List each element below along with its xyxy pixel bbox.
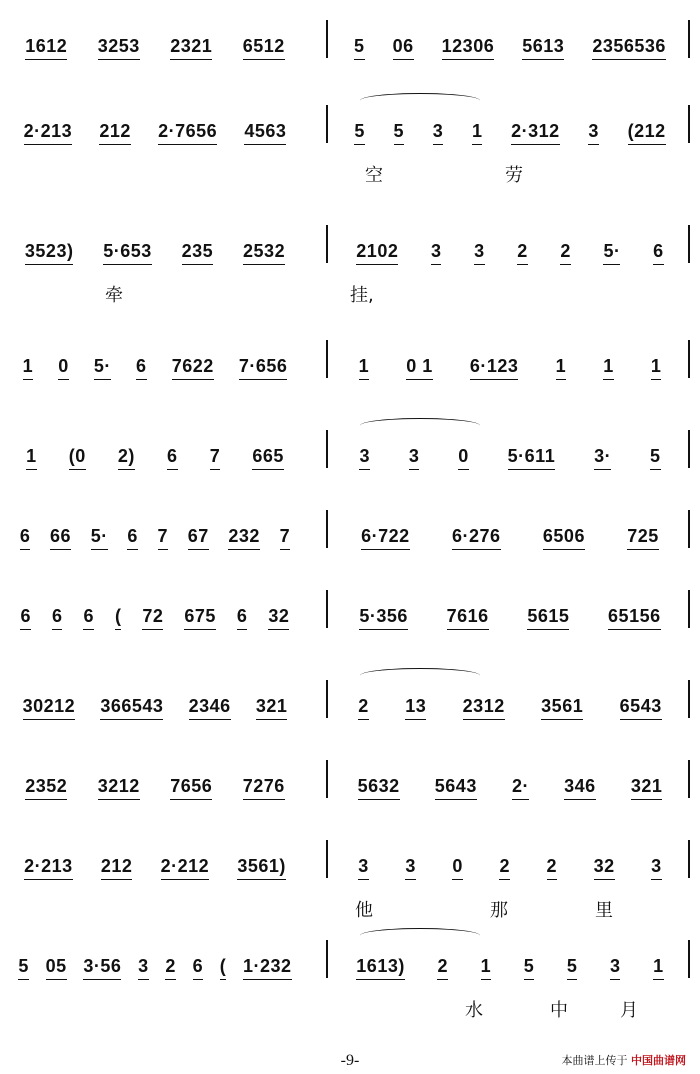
note-group: 5613: [522, 36, 564, 60]
note-group: 7: [210, 446, 221, 470]
note-group: 13: [405, 696, 426, 720]
note-group: 6: [83, 606, 94, 630]
note-group: 1·232: [243, 956, 292, 980]
lyric-char: 他: [355, 900, 373, 921]
note-group: 3: [474, 241, 485, 265]
barline: [688, 940, 690, 978]
note-group: 5·653: [103, 241, 152, 265]
measure-group: [340, 760, 680, 800]
note-group: 5: [567, 956, 578, 980]
watermark-prefix: 本曲谱上传于: [561, 1054, 628, 1067]
lyric-char: 水: [465, 1000, 483, 1021]
note-group: 3561): [237, 856, 286, 880]
note-group: 2·7656: [158, 121, 217, 145]
staff-system: [0, 105, 700, 195]
measure-group: [10, 510, 300, 550]
note-group: 3: [359, 446, 370, 470]
staff-system: [0, 20, 700, 110]
note-group: 3: [610, 956, 621, 980]
barline: [326, 510, 328, 548]
staff-system: [0, 680, 700, 770]
note-group: 3: [409, 446, 420, 470]
barline: [326, 940, 328, 978]
note-group: 6: [167, 446, 178, 470]
note-group: 5: [18, 956, 29, 980]
note-group: 7616: [447, 606, 489, 630]
note-group: 3: [588, 121, 599, 145]
note-group: 6: [193, 956, 204, 980]
barline: [688, 105, 690, 143]
measure-group: [340, 225, 680, 265]
note-group: 32: [594, 856, 615, 880]
note-group: (: [115, 606, 122, 630]
note-group: 7: [280, 526, 291, 550]
note-group: 1: [481, 956, 492, 980]
note-group: 1: [26, 446, 37, 470]
note-group: 72: [142, 606, 163, 630]
note-group: 321: [631, 776, 663, 800]
page-number: -9-: [340, 1052, 360, 1069]
note-group: 2: [358, 696, 369, 720]
measure-group: [10, 20, 300, 60]
measure-group: [10, 940, 300, 980]
note-group: 1613): [356, 956, 405, 980]
note-group: 4563: [244, 121, 286, 145]
note-group: 5615: [527, 606, 569, 630]
staff-system: [0, 760, 700, 850]
note-group: 2·212: [161, 856, 210, 880]
note-group: 2346: [189, 696, 231, 720]
note-group: 7622: [172, 356, 214, 380]
barline: [326, 680, 328, 718]
measure-group: [340, 430, 680, 470]
measure-group: [340, 20, 680, 60]
note-group: 0 1: [406, 356, 433, 380]
lyric-char: 空: [365, 165, 383, 186]
note-group: 06: [393, 36, 414, 60]
note-group: 5643: [435, 776, 477, 800]
note-group: 321: [256, 696, 288, 720]
note-group: 0: [58, 356, 69, 380]
note-group: 2532: [243, 241, 285, 265]
lyric-char: 挂,: [350, 285, 374, 306]
measure-group: [340, 940, 680, 980]
measure-group: [340, 590, 680, 630]
barline: [326, 225, 328, 263]
note-group: 12306: [442, 36, 495, 60]
note-group: 346: [564, 776, 596, 800]
note-group: 1: [23, 356, 34, 380]
barline: [688, 340, 690, 378]
staff-system: [0, 430, 700, 520]
slur-mark: [360, 93, 480, 108]
staff-system: [0, 840, 700, 930]
note-group: 3: [431, 241, 442, 265]
note-group: 212: [99, 121, 131, 145]
note-group: 3: [358, 856, 369, 880]
lyric-char: 中: [550, 1000, 568, 1021]
note-group: 0: [452, 856, 463, 880]
note-group: 232: [228, 526, 260, 550]
barline: [688, 20, 690, 58]
note-group: 2: [437, 956, 448, 980]
note-group: 2: [547, 856, 558, 880]
note-group: 5: [394, 121, 405, 145]
note-group: 6506: [543, 526, 585, 550]
note-group: 1: [472, 121, 483, 145]
note-group: 366543: [100, 696, 163, 720]
note-group: 2: [517, 241, 528, 265]
note-group: 6543: [620, 696, 662, 720]
note-group: 7656: [170, 776, 212, 800]
note-group: 1: [556, 356, 567, 380]
staff-system: [0, 340, 700, 430]
note-group: 725: [627, 526, 659, 550]
measure-group: [10, 680, 300, 720]
note-group: 1612: [25, 36, 67, 60]
note-group: 7: [158, 526, 169, 550]
note-group: 2: [499, 856, 510, 880]
note-group: (: [220, 956, 227, 980]
barline: [688, 840, 690, 878]
note-group: 65156: [608, 606, 661, 630]
measure-group: [10, 225, 300, 265]
measure-group: [10, 105, 300, 145]
note-group: 05: [46, 956, 67, 980]
note-group: 3561: [541, 696, 583, 720]
note-group: 665: [252, 446, 284, 470]
note-group: 3523): [25, 241, 74, 265]
measure-group: [340, 840, 680, 880]
note-group: 6: [52, 606, 63, 630]
note-group: (0: [69, 446, 86, 470]
note-group: 3: [138, 956, 149, 980]
measure-group: [340, 105, 680, 145]
note-group: 5·: [91, 526, 108, 550]
note-group: 32: [268, 606, 289, 630]
note-group: 3·56: [83, 956, 121, 980]
note-group: 6: [653, 241, 664, 265]
note-group: 212: [101, 856, 133, 880]
note-group: 7·656: [239, 356, 288, 380]
note-group: (212: [628, 121, 666, 145]
barline: [688, 510, 690, 548]
note-group: 6: [136, 356, 147, 380]
note-group: 3·: [594, 446, 611, 470]
note-group: 30212: [23, 696, 76, 720]
note-group: 2: [165, 956, 176, 980]
note-group: 6·276: [452, 526, 501, 550]
staff-system: [0, 590, 700, 680]
barline: [326, 590, 328, 628]
watermark-brand: 中国曲谱网: [631, 1054, 686, 1067]
note-group: 235: [182, 241, 214, 265]
note-group: 1: [603, 356, 614, 380]
lyric-char: 劳: [505, 165, 523, 186]
barline: [326, 430, 328, 468]
note-group: 3212: [98, 776, 140, 800]
note-group: 7276: [243, 776, 285, 800]
barline: [688, 680, 690, 718]
barline: [326, 105, 328, 143]
note-group: 2352: [25, 776, 67, 800]
barline: [688, 225, 690, 263]
note-group: 5632: [358, 776, 400, 800]
measure-group: [340, 680, 680, 720]
barline: [688, 760, 690, 798]
staff-system: [0, 940, 700, 1030]
note-group: 3: [651, 856, 662, 880]
note-group: 1: [359, 356, 370, 380]
staff-system: [0, 225, 700, 315]
lyric-char: 牵: [105, 285, 123, 306]
note-group: 66: [50, 526, 71, 550]
note-group: 3253: [98, 36, 140, 60]
note-group: 2·213: [24, 856, 73, 880]
note-group: 5·: [94, 356, 111, 380]
measure-group: [10, 760, 300, 800]
barline: [688, 430, 690, 468]
note-group: 1: [651, 356, 662, 380]
barline: [326, 20, 328, 58]
barline: [688, 590, 690, 628]
note-group: 5·611: [508, 446, 556, 470]
note-group: 3: [433, 121, 444, 145]
note-group: 3: [405, 856, 416, 880]
note-group: 5·: [603, 241, 620, 265]
note-group: 2321: [170, 36, 212, 60]
measure-group: [10, 840, 300, 880]
note-group: 2: [560, 241, 571, 265]
note-group: 6: [237, 606, 248, 630]
barline: [326, 840, 328, 878]
note-group: 2): [118, 446, 135, 470]
note-group: 6512: [243, 36, 285, 60]
note-group: 1: [653, 956, 664, 980]
barline: [326, 340, 328, 378]
note-group: 6: [20, 606, 31, 630]
note-group: 6: [20, 526, 31, 550]
note-group: 2312: [463, 696, 505, 720]
note-group: 5: [354, 36, 365, 60]
barline: [326, 760, 328, 798]
lyric-char: 月: [620, 1000, 638, 1021]
slur-mark: [360, 668, 480, 683]
measure-group: [10, 340, 300, 380]
note-group: 2·: [512, 776, 529, 800]
note-group: 5·356: [359, 606, 408, 630]
note-group: 6: [127, 526, 138, 550]
note-group: 2·213: [24, 121, 73, 145]
note-group: 2356536: [592, 36, 666, 60]
note-group: 5: [524, 956, 535, 980]
note-group: 6·722: [361, 526, 410, 550]
lyric-char: 里: [595, 900, 613, 921]
measure-group: [340, 340, 680, 380]
note-group: 67: [188, 526, 209, 550]
watermark: [562, 1052, 687, 1068]
staff-system: [0, 510, 700, 600]
slur-mark: [360, 418, 480, 433]
note-group: 2·312: [511, 121, 560, 145]
measure-group: [10, 590, 300, 630]
note-group: 2102: [356, 241, 398, 265]
measure-group: [10, 430, 300, 470]
lyric-char: 那: [490, 900, 508, 921]
note-group: 5: [354, 121, 365, 145]
note-group: 6·123: [470, 356, 519, 380]
note-group: 0: [458, 446, 469, 470]
note-group: 5: [650, 446, 661, 470]
note-group: 675: [184, 606, 216, 630]
slur-mark: [360, 928, 480, 943]
measure-group: [340, 510, 680, 550]
